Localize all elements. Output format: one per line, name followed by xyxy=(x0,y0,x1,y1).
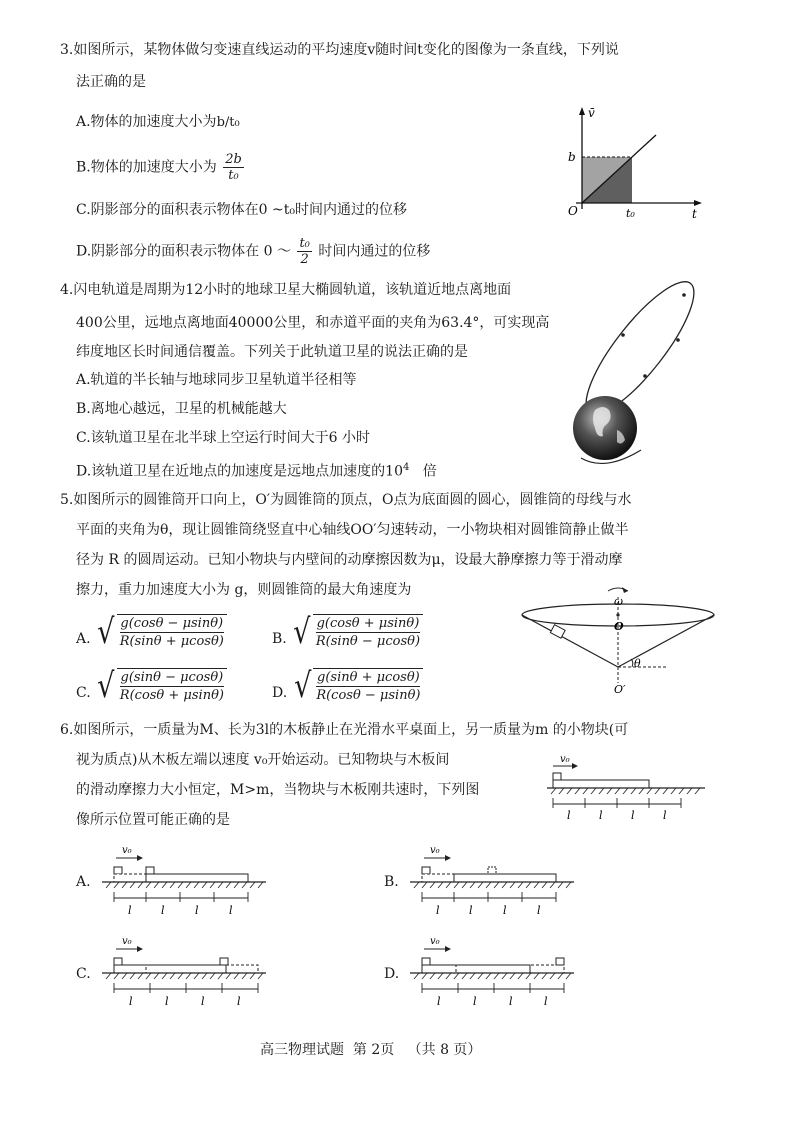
q6-b-v0-arrowhead xyxy=(445,855,451,861)
q5-option-a-label: A. xyxy=(76,631,91,647)
q6-a-dimension xyxy=(114,892,248,902)
q6-line2: 视为质点)从木板左端以速度 v₀开始运动。已知物块与木板间 xyxy=(76,752,450,768)
q6-c-seg-label: l xyxy=(129,995,133,1008)
q6-option-a-figure xyxy=(100,843,270,923)
q5-option-c-formula: √ $\frac{g(\sin\theta - \mu\cos\theta)}{R(\cos\theta + \mu\sin\theta)}$ xyxy=(95,668,227,704)
q3-option-b-num: 2b xyxy=(225,152,242,167)
q3-origin-label: O xyxy=(568,204,578,218)
q3-stem-line2: 法正确的是 xyxy=(76,74,146,90)
q6-a-seg-label: l xyxy=(195,904,199,917)
q5-option-b xyxy=(272,614,423,661)
q6-c-seg-label: l xyxy=(201,995,205,1008)
q6-a-seg-label: l xyxy=(161,904,165,917)
q4-option-a: A.轨道的半长轴与地球同步卫星轨道半径相等 xyxy=(76,372,357,388)
q5-option-a-formula: √ $\frac{g(\cos\theta - \mu\sin\theta)}{R(\sin\theta + \mu\cos\theta)}$ xyxy=(95,614,227,650)
q3-option-b xyxy=(76,152,246,183)
q3-option-d-num: t₀ xyxy=(299,236,310,251)
q6-c-v0: v₀ xyxy=(122,936,132,947)
q6-d-hatch xyxy=(414,973,571,979)
q3-t0-label: t₀ xyxy=(626,207,635,220)
q6-c-dimension xyxy=(114,983,258,993)
q3-option-d-den: 2 xyxy=(300,252,309,267)
q4-orbit-marker xyxy=(643,374,647,378)
q6-d-seg-label: l xyxy=(437,995,441,1008)
q4-option-d-text: D.该轨道卫星在近地点的加速度是远地点加速度的10 xyxy=(76,463,403,480)
q5-option-c-label: C. xyxy=(76,685,91,701)
q4-line1: 4.闪电轨道是周期为12小时的地球卫星大椭圆轨道，该轨道近地点离地面 xyxy=(60,282,512,298)
q3-x-arrow xyxy=(694,200,702,206)
q5-o-prime-label: O′ xyxy=(614,683,626,696)
q5-option-d-num: g(sinθ + μcosθ) xyxy=(317,670,420,685)
q6-c-block-final xyxy=(220,958,228,965)
q6-d-v0-arrowhead xyxy=(445,946,451,952)
footer-title: 高三物理试题 xyxy=(260,1042,344,1058)
q5-option-b-label: B. xyxy=(272,631,287,647)
q6-main-v0: v₀ xyxy=(560,754,570,765)
q6-line1: 6.如图所示，一质量为M、长为3l的木板静止在光滑水平桌面上，另一质量为m 的小物块(可 xyxy=(60,722,629,738)
q5-cone-figure xyxy=(520,585,720,695)
q6-b-block-final xyxy=(488,867,496,874)
q5-option-a xyxy=(76,614,227,661)
q5-option-d-formula: √ $\frac{g(\sin\theta + \mu\cos\theta)}{R(\cos\theta - \mu\sin\theta)}$ xyxy=(292,668,424,704)
q5-option-b-num: g(cosθ + μsinθ) xyxy=(316,616,420,631)
q3-y-label: v̄ xyxy=(588,106,595,120)
q6-d-seg-label: l xyxy=(473,995,477,1008)
q5-cone-right-side xyxy=(618,615,714,667)
q6-option-d-label: D. xyxy=(384,966,400,982)
q3-option-d-fraction xyxy=(297,236,311,267)
q6-option-c-figure xyxy=(100,934,270,1014)
q4-line2: 400公里，远地点离地面40000公里，和赤道平面的夹角为63.4°，可实现高 xyxy=(76,315,550,331)
q4-option-d-end: 倍 xyxy=(422,463,437,480)
q4-option-b: B.离地心越远，卫星的机械能越大 xyxy=(76,401,287,417)
q6-a-seg-label: l xyxy=(229,904,233,917)
q6-d-v0: v₀ xyxy=(430,936,440,947)
footer-page: 第 2页 xyxy=(352,1042,395,1058)
q6-main-hatch xyxy=(551,788,700,794)
q5-option-d-label: D. xyxy=(272,685,288,701)
q6-c-block-initial xyxy=(114,958,122,965)
q6-a-block-initial xyxy=(114,867,122,874)
q6-c-board-initial xyxy=(114,965,226,973)
q6-option-a-label: A. xyxy=(76,874,91,890)
q6-b-seg-label: l xyxy=(469,904,473,917)
q4-orbit-marker xyxy=(682,293,686,297)
q6-b-seg-label: l xyxy=(503,904,507,917)
q3-option-b-text: B.物体的加速度大小为 xyxy=(76,159,217,176)
q3-option-a-value: b/t₀ xyxy=(216,115,240,130)
q6-d-dimension xyxy=(422,983,564,993)
q5-theta-label: θ xyxy=(634,657,641,670)
q5-center-point xyxy=(616,613,619,616)
q4-orbit-marker xyxy=(676,338,680,342)
q6-line4: 像所示位置可能正确的是 xyxy=(76,812,230,828)
q5-cone-left-side xyxy=(522,615,618,667)
q6-main-figure xyxy=(545,752,710,827)
q5-option-a-num: g(cosθ − μsinθ) xyxy=(120,616,224,631)
q6-b-board-final xyxy=(454,874,556,882)
q6-a-hatch xyxy=(106,882,263,888)
q6-d-block-initial xyxy=(422,958,430,965)
q6-main-block xyxy=(553,773,561,780)
q6-b-hatch xyxy=(414,882,571,888)
q6-a-v0: v₀ xyxy=(122,845,132,856)
q3-x-label: t xyxy=(692,207,697,221)
q6-main-seg-label: l xyxy=(663,809,667,822)
q6-b-block-initial xyxy=(422,867,430,874)
q3-option-b-den: t₀ xyxy=(228,168,239,183)
q6-b-dimension xyxy=(422,892,556,902)
q6-b-v0: v₀ xyxy=(430,845,440,856)
q5-option-c-den: R(cosθ + μsinθ) xyxy=(119,688,224,703)
q6-option-d-figure xyxy=(408,934,578,1014)
q6-a-board-final xyxy=(146,874,248,882)
q4-orbit-figure xyxy=(565,280,715,480)
q4-option-d-exp: 4 xyxy=(403,462,410,473)
q6-d-block-final xyxy=(556,958,564,965)
q6-d-seg-label: l xyxy=(544,995,548,1008)
q6-main-dimension xyxy=(553,798,681,808)
q5-option-d xyxy=(272,668,423,715)
q3-stem-line1: 3.如图所示，某物体做匀变速直线运动的平均速度v随时间t变化的图像为一条直线，下列说 xyxy=(60,42,619,58)
q6-option-b-figure xyxy=(408,843,578,923)
q4-option-c: C.该轨道卫星在北半球上空运行时间大于6 小时 xyxy=(76,430,371,446)
q6-option-b-label: B. xyxy=(384,874,399,890)
q6-c-hatch xyxy=(106,973,263,979)
q5-option-b-den: R(sinθ − μcosθ) xyxy=(315,634,421,649)
q3-option-d-post: 时间内通过的位移 xyxy=(318,243,431,260)
q6-c-seg-label: l xyxy=(165,995,169,1008)
page-footer xyxy=(260,1040,481,1060)
q6-main-seg-label: l xyxy=(631,809,635,822)
q5-block xyxy=(550,625,565,639)
q5-line1: 5.如图所示的圆锥筒开口向上，O′为圆锥筒的顶点，O点为底面圆的圆心，圆锥筒的母线与水 xyxy=(60,492,632,508)
q5-option-c-num: g(sinθ − μcosθ) xyxy=(120,670,224,685)
q6-b-seg-label: l xyxy=(537,904,541,917)
q3-b-label: b xyxy=(568,150,576,164)
q6-main-v0-arrowhead xyxy=(572,763,578,769)
q6-c-v0-arrowhead xyxy=(137,946,143,952)
q4-line3: 纬度地区长时间通信覆盖。下列关于此轨道卫星的说法正确的是 xyxy=(76,344,468,360)
q6-option-c-label: C. xyxy=(76,966,91,982)
q5-option-a-den: R(sinθ + μcosθ) xyxy=(119,634,224,649)
q4-earth xyxy=(573,396,637,460)
q6-a-seg-label: l xyxy=(128,904,132,917)
q5-o-label: O xyxy=(614,620,624,633)
q3-option-d xyxy=(76,236,430,267)
q5-line2: 平面的夹角为θ，现让圆锥筒绕竖直中心轴线OO′匀速转动，一小物块相对圆锥筒静止做半 xyxy=(76,522,629,538)
q3-option-b-fraction xyxy=(223,152,244,183)
q6-main-seg-label: l xyxy=(599,809,603,822)
q5-option-b-formula: √ $\frac{g(\cos\theta + \mu\sin\theta)}{R(\sin\theta - \mu\cos\theta)}$ xyxy=(291,614,423,650)
q6-a-block-final xyxy=(146,867,154,874)
q5-omega-label: ω xyxy=(614,595,623,608)
q6-d-board-initial xyxy=(422,965,530,973)
q3-option-a-text: A.物体的加速度大小为 xyxy=(76,114,217,130)
q6-main-board xyxy=(553,780,649,788)
q6-c-seg-label: l xyxy=(237,995,241,1008)
q6-a-v0-arrowhead xyxy=(137,855,143,861)
q5-line4: 擦力，重力加速度大小为 g，则圆锥筒的最大角速度为 xyxy=(76,582,412,598)
q6-main-seg-label: l xyxy=(567,809,571,822)
q4-option-d xyxy=(76,458,437,482)
q3-option-a xyxy=(76,112,240,133)
q6-b-seg-label: l xyxy=(436,904,440,917)
footer-total: （共 8 页） xyxy=(407,1042,482,1058)
q5-line3: 径为 R 的圆周运动。已知小物块与内壁间的动摩擦因数为μ，设最大静摩擦力等于滑动摩 xyxy=(76,552,623,568)
q5-option-c xyxy=(76,668,227,715)
q6-d-seg-label: l xyxy=(509,995,513,1008)
q3-graph xyxy=(560,105,710,220)
q3-option-d-pre: D.阴影部分的面积表示物体在 0 ～ xyxy=(76,243,291,260)
q3-option-c: C.阴影部分的面积表示物体在0 ~t₀时间内通过的位移 xyxy=(76,202,407,218)
q3-y-arrow xyxy=(579,107,585,115)
q6-line3: 的滑动摩擦力大小恒定，M>m，当物块与木板刚共速时，下列图 xyxy=(76,782,480,798)
q4-orbit-marker xyxy=(621,333,625,337)
q5-option-d-den: R(cosθ − μsinθ) xyxy=(316,688,421,703)
